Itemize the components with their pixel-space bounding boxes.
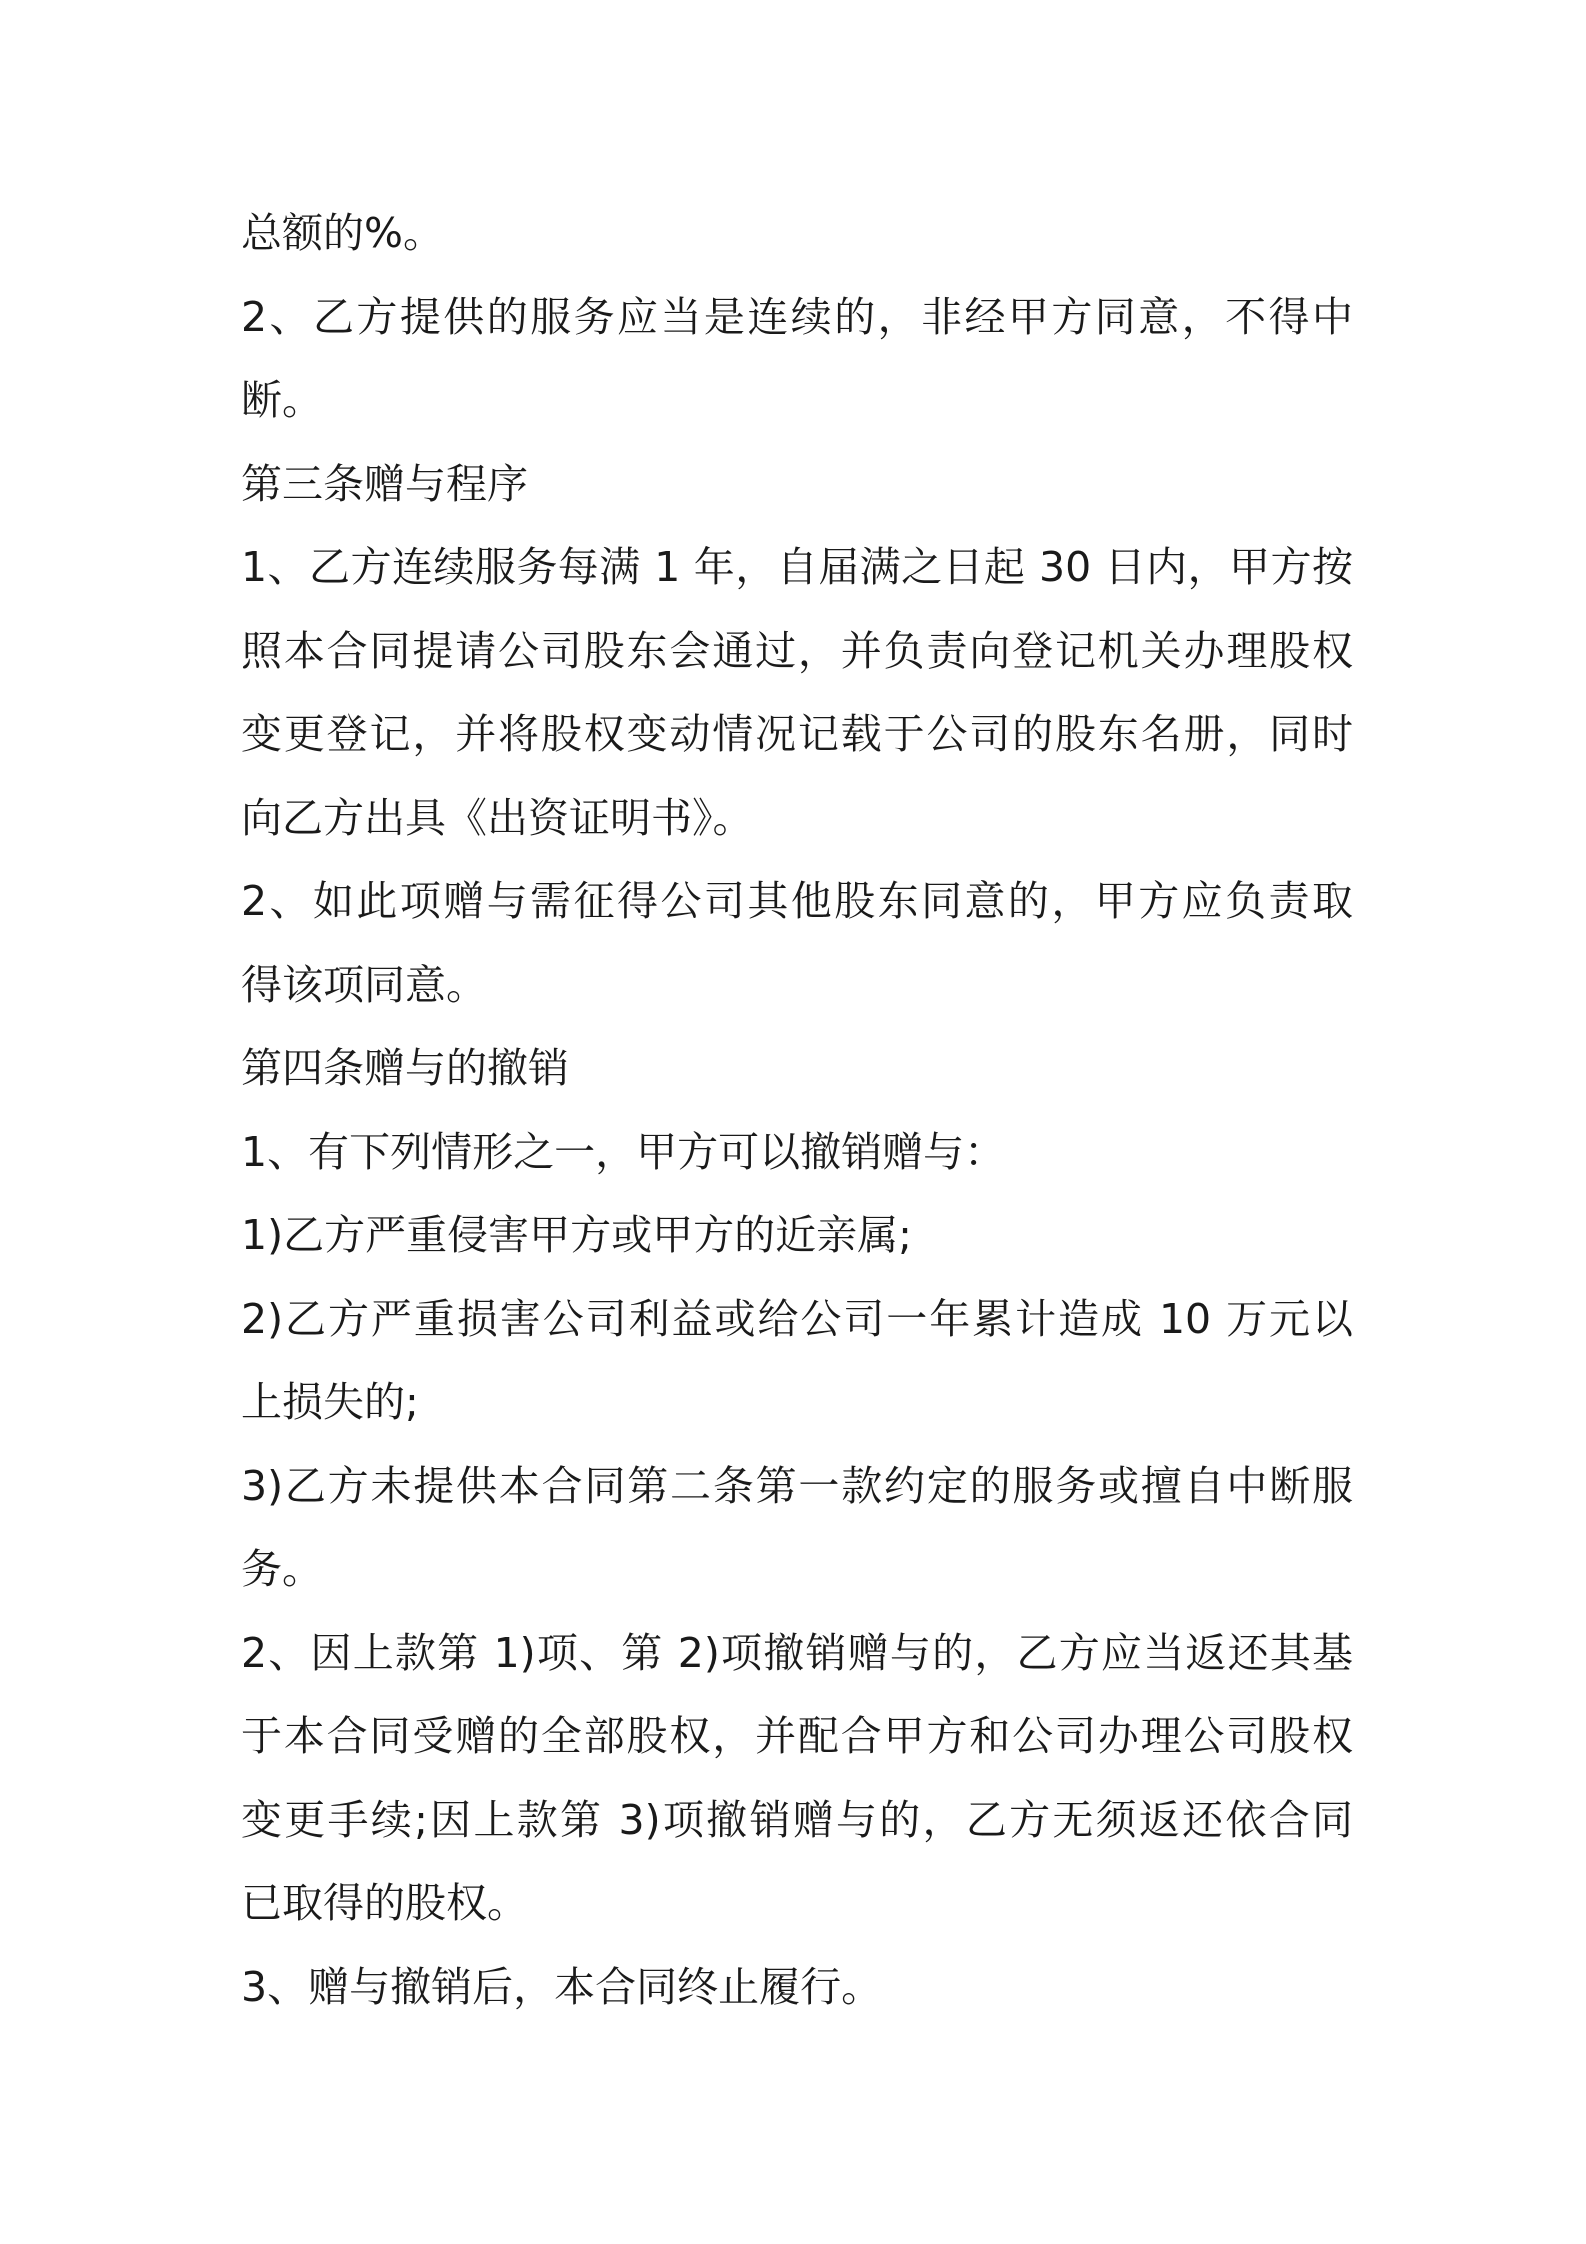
paragraph-line: 3)乙方未提供本合同第二条第一款约定的服务或擅自中断服	[241, 1461, 1353, 1510]
paragraph-line: 变更登记，并将股权变动情况记载于公司的股东名册，同时	[241, 710, 1353, 758]
section-heading: 第三条赠与程序	[241, 459, 528, 508]
paragraph-line: 2、因上款第 1)项、第 2)项撤销赠与的，乙方应当返还其基	[241, 1628, 1353, 1677]
paragraph-line: 断。	[241, 376, 323, 424]
paragraph-line: 1、乙方连续服务每满 1 年，自届满之日起 30 日内，甲方按	[241, 543, 1353, 591]
paragraph-line: 2、如此项赠与需征得公司其他股东同意的，甲方应负责取	[241, 877, 1353, 925]
paragraph-line: 上损失的;	[241, 1378, 419, 1426]
section-heading: 第四条赠与的撤销	[241, 1044, 569, 1092]
paragraph-line: 向乙方出具《出资证明书》。	[241, 793, 754, 842]
paragraph-line: 于本合同受赠的全部股权，并配合甲方和公司办理公司股权	[241, 1712, 1353, 1760]
paragraph-line: 得该项同意。	[241, 960, 487, 1009]
document-body	[241, 192, 1353, 2029]
paragraph-line: 2)乙方严重损害公司利益或给公司一年累计造成 10 万元以	[241, 1294, 1353, 1343]
paragraph-line: 2、乙方提供的服务应当是连续的，非经甲方同意，不得中	[241, 292, 1353, 341]
paragraph-line: 3、赠与撤销后，本合同终止履行。	[241, 1962, 883, 2011]
paragraph-line: 务。	[241, 1545, 323, 1593]
paragraph-line: 照本合同提请公司股东会通过，并负责向登记机关办理股权	[241, 626, 1353, 675]
paragraph-line: 已取得的股权。	[241, 1879, 528, 1927]
paragraph-line: 1)乙方严重侵害甲方或甲方的近亲属;	[241, 1211, 912, 1259]
paragraph-line: 总额的%。	[241, 209, 444, 257]
paragraph-line: 1、有下列情形之一，甲方可以撤销赠与：	[241, 1127, 1006, 1176]
paragraph-line: 变更手续;因上款第 3)项撤销赠与的，乙方无须返还依合同	[241, 1795, 1353, 1844]
